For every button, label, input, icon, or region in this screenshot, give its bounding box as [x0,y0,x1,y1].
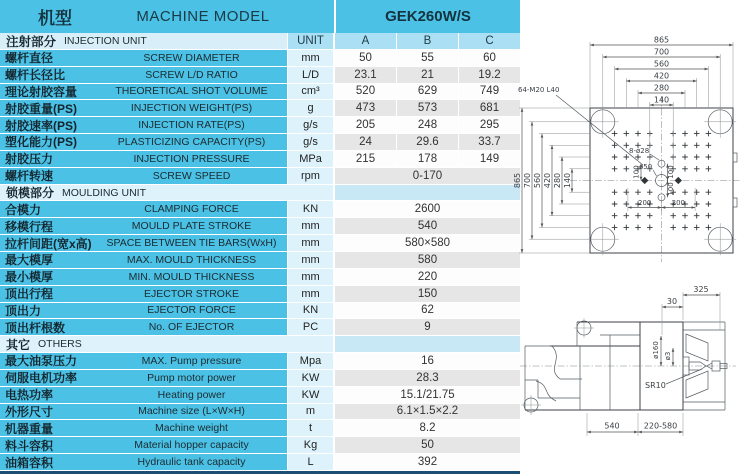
spec-row [0,168,520,185]
value-a: 24 [335,134,397,151]
zh-label: 最小模厚 [5,270,54,285]
value-a: 50 [335,50,397,67]
title-row [0,0,520,33]
unit-column-header: UNIT [288,33,335,50]
value-c: 60 [459,50,520,67]
value-b: 21 [397,67,459,84]
unit-cell: g [288,100,335,117]
unit-cell: KN [288,201,335,218]
spec-row [0,67,520,84]
dim-label: 280 [653,83,670,93]
unit-cell: mm [288,218,335,235]
value-span: 62 [335,303,520,320]
zh-label: 顶出力 [5,303,42,318]
zh-label: 机器重量 [5,421,54,436]
spec-row [0,404,520,421]
dim-label: 865 [653,35,670,45]
unit-cell: PC [288,319,335,336]
zh-label: 射胶速率(PS) [5,118,78,133]
dim-label: 700 [523,172,532,189]
value-c: 33.7 [459,134,520,151]
value-span: 8.2 [335,420,520,437]
value-span: 2600 [335,201,520,218]
section-header-others [0,336,520,353]
value-b: 55 [397,50,459,67]
en-label: INJECTION RATE(PS) [138,119,245,132]
hole-callout: 8-ø28 [629,147,650,155]
dim-label: 560 [653,59,670,69]
zh-label: 油箱容积 [5,455,54,470]
zh-label: 理论射胶容量 [5,84,78,99]
en-label: SCREW SPEED [152,169,231,182]
spec-row [0,454,520,471]
value-b: 629 [397,84,459,101]
section-en: INJECTION UNIT [64,34,147,47]
zh-label: 电热功率 [5,388,54,403]
col-header-b: B [397,33,459,50]
value-c: 749 [459,84,520,101]
zh-label: 塑化能力(PS) [5,135,78,150]
value-c: 149 [459,151,520,168]
section-en: MOULDING UNIT [62,186,147,199]
value-span: 0-170 [335,168,520,185]
en-label: SCREW DIAMETER [143,51,240,64]
en-label: MOULD PLATE STROKE [131,220,252,233]
en-label: PLASTICIZING CAPACITY(PS) [117,135,266,148]
en-label: No. OF EJECTOR [148,321,235,334]
dim-label: 220-580 [643,421,678,431]
dim-label: 200 [671,199,685,207]
section-en: OTHERS [38,338,82,351]
zh-label: 螺杆转速 [5,169,54,184]
unit-cell: t [288,420,335,437]
value-a: 23.1 [335,67,397,84]
unit-cell: mm [288,269,335,286]
en-label: Material hopper capacity [134,439,249,452]
value-span: 15.1/21.75 [335,387,520,404]
en-label: MAX. Pump pressure [141,354,242,367]
unit-cell: Mpa [288,353,335,370]
section-strip [335,185,520,202]
unit-cell: KW [288,370,335,387]
dim-label: 100 [632,165,641,179]
value-b: 29.6 [397,134,459,151]
spec-row [0,151,520,168]
value-c: 681 [459,100,520,117]
platen-face-drawing [515,0,740,278]
spec-row [0,370,520,387]
value-span: 9 [335,319,520,336]
value-span: 6.1×1.5×2.2 [335,404,520,421]
col-header-c: C [459,33,520,50]
spec-row [0,437,520,454]
dim-label: 100 [667,165,675,179]
value-c: 19.2 [459,67,520,84]
zh-label: 合模力 [5,202,42,217]
value-b: 573 [397,100,459,117]
spec-row [0,387,520,404]
value-a: 473 [335,100,397,117]
bolt-callout: 64-M20 L40 [518,86,560,94]
zh-label: 移模行程 [5,219,54,234]
value-span: 150 [335,286,520,303]
zh-label: 拉杆间距(宽x高) [5,236,92,251]
model-name: GEK260W/S [336,0,520,33]
value-span: 50 [335,437,520,454]
col-header-a: A [335,33,397,50]
dim-label: 200 [638,199,652,207]
dim-label: 420 [653,71,670,81]
value-span: 16 [335,353,520,370]
dim-label: 140 [653,95,670,105]
spec-row [0,303,520,320]
zh-label: 伺服电机功率 [5,371,78,386]
value-span: 392 [335,454,520,471]
dim-label: SR10 [645,381,666,390]
unit-cell: mm [288,235,335,252]
dim-label: 325 [693,285,709,294]
section-zh: 锁模部分 [6,186,55,201]
spec-row [0,353,520,370]
dim-label: 100 [667,182,675,196]
unit-cell: rpm [288,168,335,185]
value-span: 220 [335,269,520,286]
spec-row [0,117,520,134]
en-label: THEORETICAL SHOT VOLUME [115,85,268,98]
zh-label: 顶出行程 [5,287,54,302]
zh-label: 射胶压力 [5,152,54,167]
zh-label: 外形尺寸 [5,404,54,419]
unit-cell: g/s [288,134,335,151]
dim-label: 140 [563,172,572,189]
unit-cell: MPa [288,151,335,168]
en-label: SCREW L/D RATIO [145,68,238,81]
value-span: 580 [335,252,520,269]
zh-label: 最大模厚 [5,253,54,268]
value-b: 248 [397,117,459,134]
value-a: 520 [335,84,397,101]
title-zh: 机型 [38,9,72,28]
value-b: 178 [397,151,459,168]
en-label: SPACE BETWEEN TIE BARS(WxH) [106,237,277,250]
spec-row [0,235,520,252]
spec-row [0,201,520,218]
en-label: INJECTION WEIGHT(PS) [130,102,253,115]
zh-label: 射胶重量(PS) [5,101,78,116]
unit-cell: cm³ [288,84,335,101]
dim-label: ø3 [664,351,672,361]
title-en: MACHINE MODEL [136,8,270,25]
dim-label: ø160 [652,341,660,359]
dim-label: 280 [553,172,562,189]
spec-row [0,420,520,437]
en-label: INJECTION PRESSURE [133,152,250,165]
unit-cell: mm [288,286,335,303]
spec-row [0,134,520,151]
zh-label: 最大油泵压力 [5,354,78,369]
en-label: Pump motor power [147,371,236,384]
unit-cell: mm [288,50,335,67]
en-label: EJECTOR STROKE [144,287,239,300]
zh-label: 螺杆直径 [5,51,54,66]
en-label: EJECTOR FORCE [147,304,236,317]
en-label: Machine weight [155,422,228,435]
spec-row [0,252,520,269]
value-span: 580×580 [335,235,520,252]
value-c: 295 [459,117,520,134]
en-label: Heating power [157,388,226,401]
unit-cell: m [288,404,335,421]
spec-row [0,319,520,336]
en-label: MAX. MOULD THICKNESS [126,253,257,266]
center-hole-callout: ø50 [639,163,653,171]
dim-label: 420 [543,172,552,189]
unit-cell: g/s [288,117,335,134]
zh-label: 螺杆长径比 [5,68,66,83]
zh-label: 料斗容积 [5,438,54,453]
section-header-moulding [0,185,520,202]
section-zh: 注射部分 [6,34,57,49]
dim-label: 30 [666,297,678,306]
spec-row [0,286,520,303]
unit-cell: KW [288,387,335,404]
unit-cell: L/D [288,67,335,84]
unit-cell: KN [288,303,335,320]
dim-label: 700 [653,47,670,57]
dim-label: 560 [533,172,542,189]
clamping-side-drawing [490,280,740,474]
spec-row [0,218,520,235]
en-label: Machine size (L×W×H) [138,405,245,418]
zh-label: 顶出杆根数 [5,320,66,335]
spec-row [0,84,520,101]
unit-cell: Kg [288,437,335,454]
value-a: 205 [335,117,397,134]
spec-row [0,50,520,67]
section-zh: 其它 [6,337,31,352]
unit-cell: mm [288,252,335,269]
dim-label: 540 [604,421,620,431]
en-label: CLAMPING FORCE [144,203,239,216]
unit-cell: L [288,454,335,471]
spec-row [0,269,520,286]
value-span: 540 [335,218,520,235]
en-label: Hydraulic tank capacity [137,456,246,469]
machine-model-label-cell [0,0,336,33]
spec-row [0,100,520,117]
en-label: MIN. MOULD THICKNESS [128,270,255,283]
section-header-injection [0,33,520,50]
value-span: 28.3 [335,370,520,387]
value-a: 215 [335,151,397,168]
dim-label: 865 [513,172,522,189]
